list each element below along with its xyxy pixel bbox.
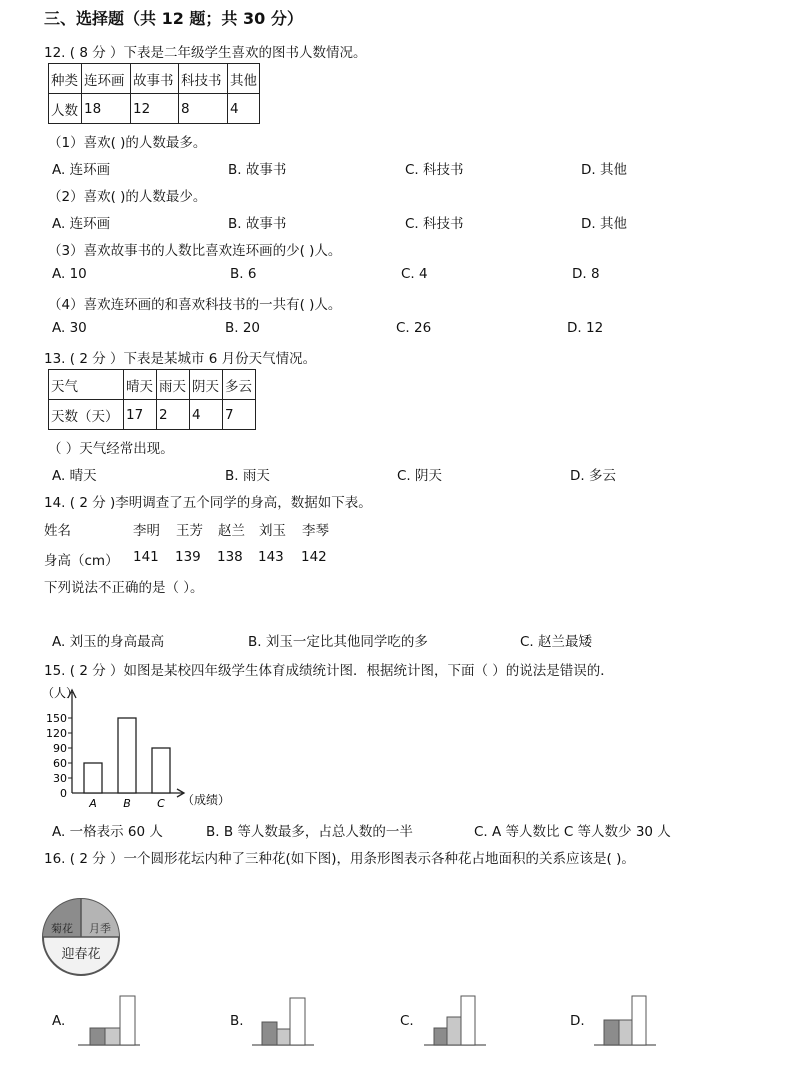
q12-sub3-opt-d[interactable]: D. 8 [572, 266, 600, 282]
q13-sub: （ ）天气经常出现。 [48, 441, 174, 457]
q12-sub1-opt-b[interactable]: B. 故事书 [228, 162, 287, 178]
pie-label: 月季 [89, 922, 111, 935]
q12-sub4-opt-d[interactable]: D. 12 [567, 320, 604, 336]
bar [118, 718, 136, 793]
q15-stem: 15. ( 2 分 ）如图是某校四年级学生体育成绩统计图．根据统计图，下面（ ）的说法是错误的． [44, 663, 614, 679]
q14-height: 139 [175, 549, 201, 565]
y-tick-label: 60 [53, 757, 67, 770]
q13-opt-d[interactable]: D. 多云 [570, 468, 616, 484]
q16-opt-a[interactable]: A. [52, 1013, 66, 1029]
q15-opt-c[interactable]: C. A 等人数比 C 等人数少 30 人 [474, 824, 671, 840]
table-cell: 阴天 [190, 370, 223, 400]
y-axis-label: （人） [42, 686, 79, 700]
q14-sub: 下列说法不正确的是（ ）。 [44, 580, 204, 596]
q16-opt-c[interactable]: C. [400, 1013, 414, 1029]
q12-sub2-opt-b[interactable]: B. 故事书 [228, 216, 287, 232]
q12-sub3-opt-b[interactable]: B. 6 [230, 266, 257, 282]
table-cell: 4 [228, 94, 260, 124]
q12-sub4-opt-b[interactable]: B. 20 [225, 320, 261, 336]
q14-opt-c[interactable]: C. 赵兰最矮 [520, 634, 593, 650]
q15-opt-b[interactable]: B. B 等人数最多，占总人数的一半 [206, 824, 413, 840]
q14-height: 143 [258, 549, 284, 565]
x-axis-label: （成绩） [182, 793, 231, 807]
q14-opt-b[interactable]: B. 刘玉一定比其他同学吃的多 [248, 634, 428, 650]
q14-name: 李明 [133, 523, 160, 539]
pie-label: 菊花 [51, 922, 73, 935]
table-cell: 4 [190, 400, 223, 430]
x-tick-label: A [89, 797, 97, 810]
q12-sub3-opt-c[interactable]: C. 4 [401, 266, 428, 282]
q14-name: 赵兰 [218, 523, 245, 539]
flowerbed-circle [40, 896, 122, 978]
table-cell: 晴天 [124, 370, 157, 400]
q13-stem: 13. ( 2 分 ）下表是某城市 6 月份天气情况。 [44, 351, 317, 367]
table-cell: 种类 [49, 64, 82, 94]
q14-height-label: 身高（cm） [44, 553, 119, 569]
q12-sub1-opt-d[interactable]: D. 其他 [581, 162, 627, 178]
table-cell: 7 [223, 400, 256, 430]
q14-name: 刘玉 [259, 523, 286, 539]
table-cell: 17 [124, 400, 157, 430]
bar [84, 763, 102, 793]
q15-opt-a[interactable]: A. 一格表示 60 人 [52, 824, 163, 840]
q13-table [48, 369, 256, 430]
y-tick-label: 30 [53, 772, 67, 785]
q16-stem: 16. ( 2 分 ）一个圆形花坛内种了三种花(如下图)，用条形图表示各种花占地面积的关系应该是( )。 [44, 851, 635, 867]
table-cell: 天数（天） [49, 400, 124, 430]
q12-sub4: （4）喜欢连环画的和喜欢科技书的一共有( )人。 [48, 297, 342, 313]
q12-sub2-opt-a[interactable]: A. 连环画 [52, 216, 111, 232]
q12-sub4-opt-c[interactable]: C. 26 [396, 320, 432, 336]
q12-sub1-opt-a[interactable]: A. 连环画 [52, 162, 111, 178]
q12-stem: 12. ( 8 分 ）下表是二年级学生喜欢的图书人数情况。 [44, 45, 367, 61]
table-cell: 12 [131, 94, 179, 124]
q14-stem: 14. ( 2 分 )李明调查了五个同学的身高，数据如下表。 [44, 495, 372, 511]
table-cell: 8 [179, 94, 228, 124]
table-cell: 多云 [223, 370, 256, 400]
pie-label: 迎春花 [61, 947, 101, 962]
table-cell: 天气 [49, 370, 124, 400]
bar-chart [36, 682, 236, 812]
q14-name: 李琴 [302, 523, 329, 539]
q13-opt-a[interactable]: A. 晴天 [52, 468, 97, 484]
q12-sub4-opt-a[interactable]: A. 30 [52, 320, 87, 336]
table-row [49, 94, 260, 124]
q14-opt-a[interactable]: A. 刘玉的身高最高 [52, 634, 165, 650]
q12-sub1-opt-c[interactable]: C. 科技书 [405, 162, 464, 178]
q14-height: 138 [217, 549, 243, 565]
q16-opt-b[interactable]: B. [230, 1013, 244, 1029]
q12-sub3: （3）喜欢故事书的人数比喜欢连环画的少( )人。 [48, 243, 342, 259]
q13-opt-c[interactable]: C. 阴天 [397, 468, 443, 484]
y-tick-label: 120 [46, 727, 67, 740]
section-title: 三、选择题（共 12 题；共 30 分） [44, 9, 303, 28]
q12-sub2: （2）喜欢( )的人数最少。 [48, 189, 207, 205]
q12-table [48, 63, 260, 124]
table-row [49, 64, 260, 94]
bar [152, 748, 170, 793]
q12-sub3-opt-a[interactable]: A. 10 [52, 266, 87, 282]
q14-height: 141 [133, 549, 159, 565]
table-cell: 18 [82, 94, 131, 124]
x-tick-label: C [157, 797, 165, 810]
option-c-bar-graph [422, 992, 488, 1048]
q12-sub2-opt-d[interactable]: D. 其他 [581, 216, 627, 232]
q14-name-label: 姓名 [44, 523, 71, 539]
y-tick-label: 0 [60, 787, 67, 800]
q13-opt-b[interactable]: B. 雨天 [225, 468, 270, 484]
table-row [49, 400, 256, 430]
option-d-bar-graph [592, 992, 658, 1048]
option-a-bar-graph [76, 992, 142, 1048]
table-cell: 连环画 [82, 64, 131, 94]
table-cell: 2 [157, 400, 190, 430]
table-row [49, 370, 256, 400]
q16-opt-d[interactable]: D. [570, 1013, 585, 1029]
table-cell: 故事书 [131, 64, 179, 94]
q14-height: 142 [301, 549, 327, 565]
table-cell: 雨天 [157, 370, 190, 400]
y-tick-label: 90 [53, 742, 67, 755]
table-cell: 科技书 [179, 64, 228, 94]
q12-sub1: （1）喜欢( )的人数最多。 [48, 135, 207, 151]
q12-sub2-opt-c[interactable]: C. 科技书 [405, 216, 464, 232]
option-b-bar-graph [250, 992, 316, 1048]
table-cell: 其他 [228, 64, 260, 94]
table-cell: 人数 [49, 94, 82, 124]
y-tick-label: 150 [46, 712, 67, 725]
q14-name: 王芳 [176, 523, 203, 539]
x-tick-label: B [123, 797, 131, 810]
